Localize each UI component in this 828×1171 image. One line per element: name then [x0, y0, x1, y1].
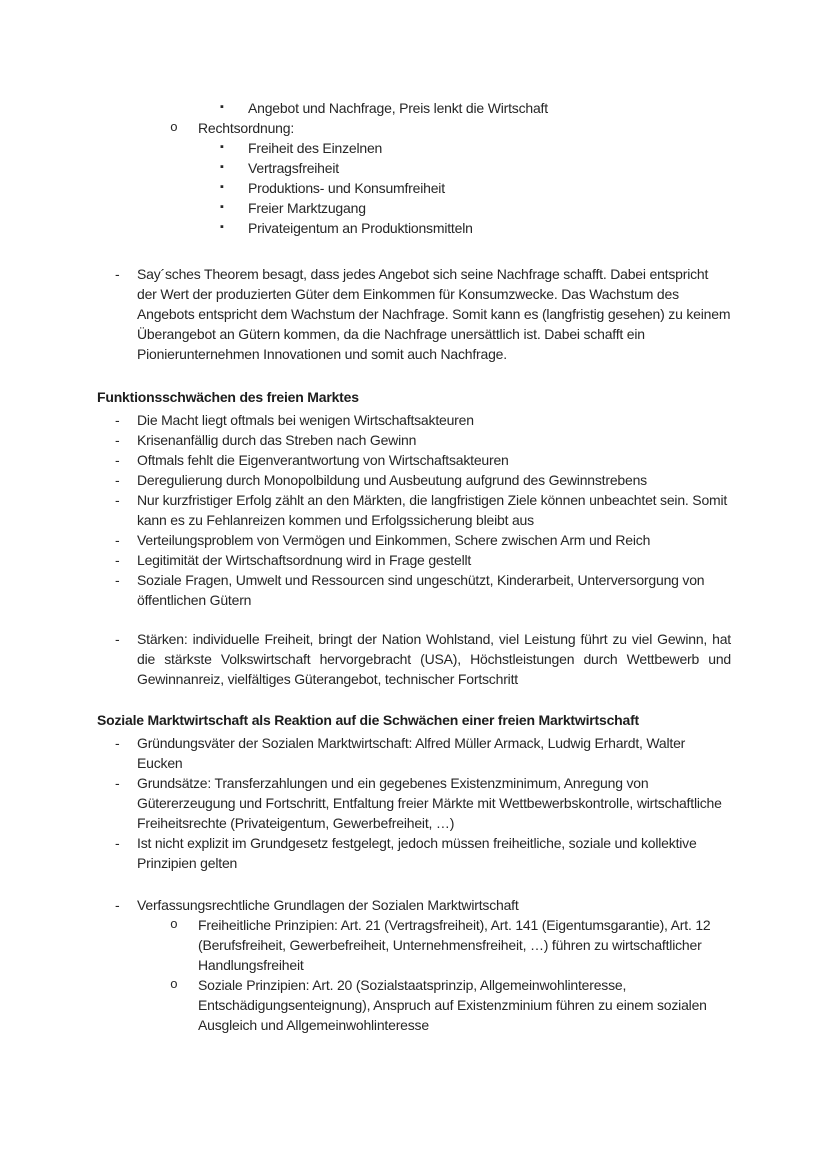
list-item-text: Krisenanfällig durch das Streben nach Gewinn — [137, 432, 417, 448]
list-item — [97, 975, 731, 1035]
circle-bullet-icon: o — [170, 120, 178, 135]
list-item-text: Soziale Prinzipien: Art. 20 (Sozialstaatsprinzip, Allgemeinwohlinteresse, Entschädigungsenteignung), Anspruch auf Existenzminium führen zu einem sozialen Ausgleich und Allgemeinwohlinteresse — [198, 977, 707, 1033]
paragraph-text: Stärken: individuelle Freiheit, bringt der Nation Wohlstand, viel Leistung führt zu viel Gewinn, hat die stärkste Volkswirtschaft hervorgebracht (USA), Höchstleistungen durch Wettbewerb und Gewinnanreiz, vielfältiges Güterangebot, technischer Fortschritt — [137, 631, 731, 687]
list-item — [97, 410, 731, 430]
list-item — [97, 490, 731, 530]
list-item — [97, 470, 731, 490]
list-item-text: Angebot und Nachfrage, Preis lenkt die Wirtschaft — [248, 100, 548, 116]
circle-bullet-icon: o — [170, 917, 178, 932]
dash-bullet-icon: - — [115, 492, 120, 508]
dash-bullet-icon: - — [115, 532, 120, 548]
list-item-text: Nur kurzfristiger Erfolg zählt an den Märkten, die langfristigen Ziele können unbeachtet sein. Somit kann es zu Fehlanreizen kommen und Erfolgssicherung bleibt aus — [137, 492, 728, 528]
list-item — [97, 178, 731, 198]
dash-bullet-icon: - — [115, 735, 120, 751]
list-item — [97, 530, 731, 550]
paragraph-text: Say´sches Theorem besagt, dass jedes Angebot sich seine Nachfrage schafft. Dabei entspricht der Wert der produzierten Güter dem Einkommen für Konsumzwecke. Das Wachstum des Angebots entspricht dem Wachstum der Nachfrage. Somit kann es (langfristig gesehen) zu keinem Überangebot an Gütern kommen, da die Nachfrage unersättlich ist. Dabei schafft ein Pionierunternehmen Innovationen und somit auch Nachfrage. — [137, 266, 731, 362]
list-item — [97, 218, 731, 238]
say-theorem-paragraph — [97, 264, 731, 364]
dash-bullet-icon: - — [115, 472, 120, 488]
list-item-text: Verfassungsrechtliche Grundlagen der Sozialen Marktwirtschaft — [137, 897, 519, 913]
dash-bullet-icon: - — [115, 775, 120, 791]
social-market-list — [97, 733, 731, 873]
list-item — [97, 733, 731, 773]
section-heading-weaknesses: Funktionsschwächen des freien Marktes — [97, 389, 359, 405]
list-item-text: Gründungsväter der Sozialen Marktwirtschaft: Alfred Müller Armack, Ludwig Erhardt, Walter Eucken — [137, 735, 686, 771]
dash-bullet-icon: - — [115, 452, 120, 468]
list-item-text: Deregulierung durch Monopolbildung und Ausbeutung aufgrund des Gewinnstrebens — [137, 472, 647, 488]
dash-bullet-icon: - — [115, 835, 120, 851]
list-item-text: Rechtsordnung: — [198, 120, 295, 136]
list-item-text: Die Macht liegt oftmals bei wenigen Wirtschaftsakteuren — [137, 412, 474, 428]
list-item — [97, 773, 731, 833]
list-item-text: Legitimität der Wirtschaftsordnung wird in Frage gestellt — [137, 552, 472, 568]
list-item — [97, 450, 731, 470]
dash-bullet-icon: - — [115, 432, 120, 448]
square-bullet-icon: ▪ — [220, 101, 224, 113]
list-item — [97, 570, 731, 610]
weaknesses-list — [97, 410, 731, 610]
dash-bullet-icon: - — [115, 572, 120, 588]
constitutional-block — [97, 895, 731, 1035]
dash-bullet-icon: - — [115, 412, 120, 428]
list-item-text: Soziale Fragen, Umwelt und Ressourcen sind ungeschützt, Kinderarbeit, Unterversorgung von öffentlichen Gütern — [137, 572, 705, 608]
list-item — [97, 198, 731, 218]
dash-bullet-icon: - — [115, 631, 120, 647]
list-item-text: Vertragsfreiheit — [248, 160, 339, 176]
square-bullet-icon: ▪ — [220, 161, 224, 173]
list-item-text: Grundsätze: Transferzahlungen und ein gegebenes Existenzminimum, Anregung von Gütererzeugung und Fortschritt, Entfaltung freier Märkte mit Wettbewerbskontrolle, wirtschaftliche Freiheitsrechte (Privateigentum, Gewerbefreiheit, …) — [137, 775, 722, 831]
dash-bullet-icon: - — [115, 897, 120, 913]
list-item — [97, 895, 731, 915]
list-item-text: Oftmals fehlt die Eigenverantwortung von Wirtschaftsakteuren — [137, 452, 509, 468]
list-item — [97, 915, 731, 975]
market-order-list — [97, 98, 731, 238]
dash-bullet-icon: - — [115, 266, 120, 282]
list-item-text: Ist nicht explizit im Grundgesetz festgelegt, jedoch müssen freiheitliche, soziale und kollektive Prinzipien gelten — [137, 835, 697, 871]
list-item — [97, 138, 731, 158]
list-item-text: Freiheitliche Prinzipien: Art. 21 (Vertragsfreiheit), Art. 141 (Eigentumsgarantie), Art. 12 (Berufsfreiheit, Gewerbefreiheit, Unternehmensfreiheit, …) führen zu wirtschaftlicher Handlungsfreiheit — [198, 917, 711, 973]
square-bullet-icon: ▪ — [220, 141, 224, 153]
strengths-paragraph — [97, 629, 731, 689]
dash-bullet-icon: - — [115, 552, 120, 568]
square-bullet-icon: ▪ — [220, 181, 224, 193]
list-item-text: Freier Marktzugang — [248, 200, 366, 216]
square-bullet-icon: ▪ — [220, 201, 224, 213]
list-item — [97, 118, 731, 138]
circle-bullet-icon: o — [170, 977, 178, 992]
list-item — [97, 430, 731, 450]
list-item — [97, 833, 731, 873]
list-item — [97, 98, 731, 118]
list-item — [97, 550, 731, 570]
list-item-text: Privateigentum an Produktionsmitteln — [248, 220, 473, 236]
list-item — [97, 158, 731, 178]
section-heading-social-market: Soziale Marktwirtschaft als Reaktion auf die Schwächen einer freien Marktwirtschaft — [97, 712, 640, 728]
square-bullet-icon: ▪ — [220, 221, 224, 233]
list-item-text: Produktions- und Konsumfreiheit — [248, 180, 445, 196]
list-item-text: Freiheit des Einzelnen — [248, 140, 383, 156]
list-item-text: Verteilungsproblem von Vermögen und Einkommen, Schere zwischen Arm und Reich — [137, 532, 651, 548]
